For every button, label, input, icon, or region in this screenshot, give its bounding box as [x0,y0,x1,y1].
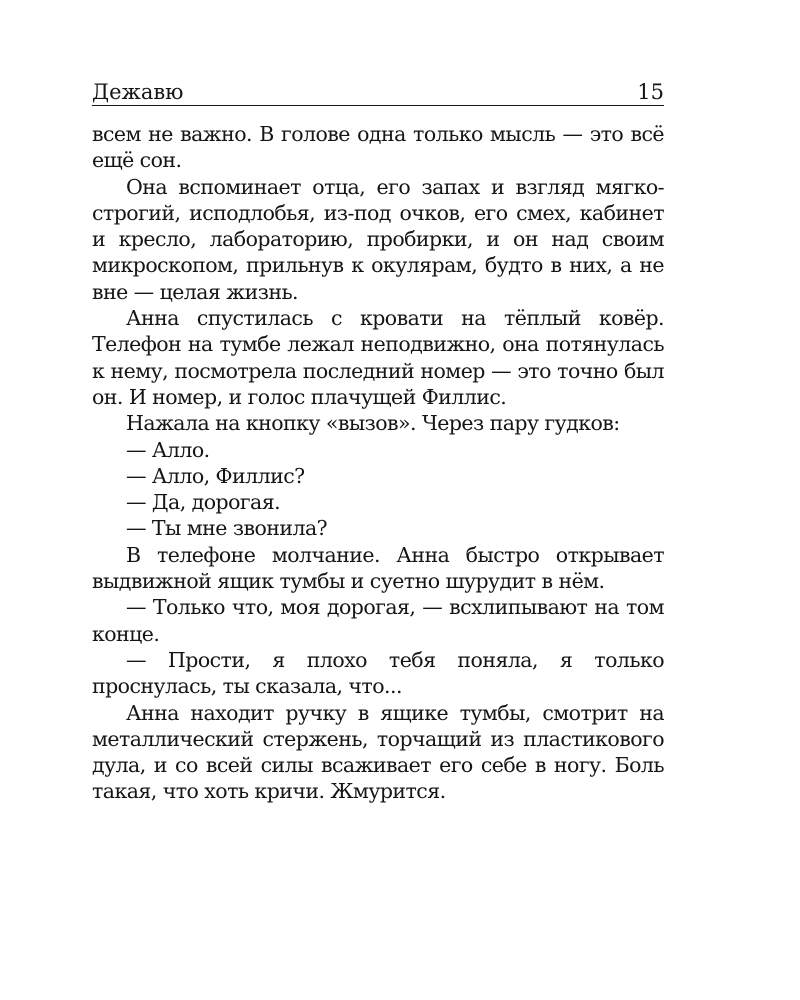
paragraph: В телефоне молчание. Анна быстро открывает выдвижной ящик тумбы и суетно шурудит в нём. [92,542,664,594]
dialogue-line: — Только что, моя дорогая, — всхлипывают на том конце. [92,595,664,646]
paragraph: Нажала на кнопку «вызов». Через пару гудков: [126,411,620,436]
running-title: Дежавю [92,80,184,104]
paragraph: Она вспоминает отца, его запах и взгляд мягко-строгий, исподлобья, из-под очков, его смех, кабинет и кресло, лабораторию, пробирки, и он над своим микроскопом, прильнув к окулярам, будто в них, а не вне — целая жизнь. [92,174,664,304]
paragraph: Анна спустилась с кровати на тёплый ковёр. Телефон на тумбе лежал неподвижно, она потянулась к нему, посмотрела последний номер — это точно был он. И номер, и голос плачущей Филлис. [92,306,664,409]
page-number: 15 [637,80,664,104]
book-page [92,78,664,805]
dialogue-line: — Ты мне звонила? [126,516,328,541]
dialogue-line: — Алло. [126,437,210,462]
paragraph: Анна находит ручку в ящике тумбы, смотрит на металлический стержень, торчащий из пластикового дула, и со всей силы всаживает его себе в ногу. Боль такая, что хоть кричи. Жмурится. [92,700,664,804]
dialogue-line: — Да, дорогая. [126,490,281,515]
dialogue-line: — Алло, Филлис? [126,463,305,488]
paragraph: всем не важно. В голове одна только мысль — это всё ещё сон. [92,122,664,173]
dialogue-line: — Прости, я плохо тебя поняла, я только проснулась, ты сказала, что... [92,647,664,699]
body-text [92,121,664,805]
running-head [92,78,664,106]
